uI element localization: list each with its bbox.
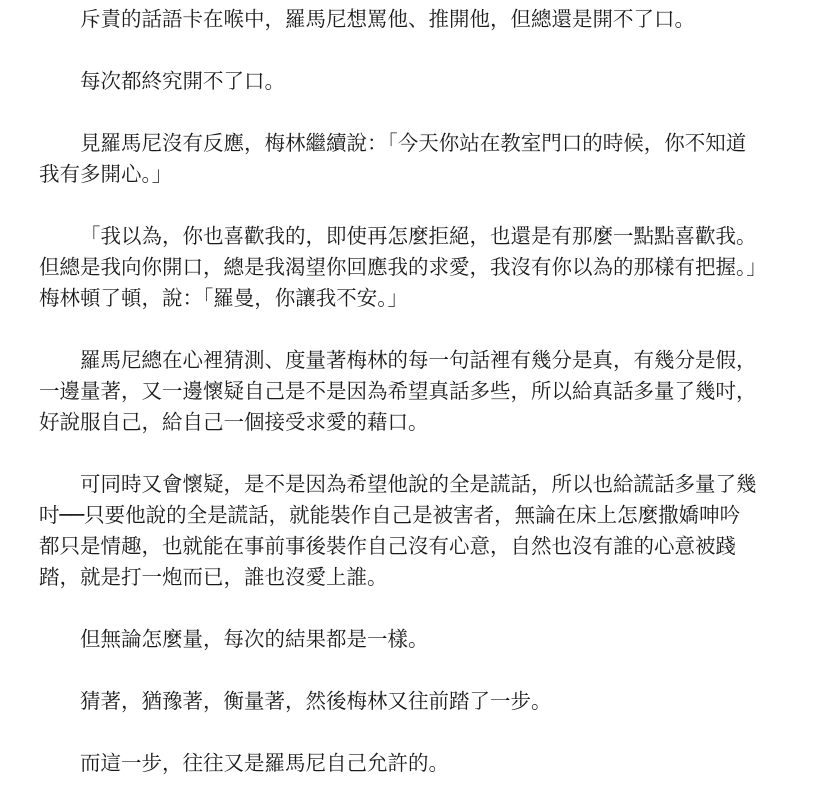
paragraph: 但無論怎麼量，每次的結果都是一樣。 (80, 627, 429, 651)
paragraph: 斥責的話語卡在喉中，羅馬尼想罵他、推開他，但總還是開不了口。 (80, 7, 695, 31)
paragraph: 而這一步，往往又是羅馬尼自己允許的。 (80, 751, 449, 775)
paragraph: 「我以為，你也喜歡我的，即使再怎麼拒絕，也還是有那麼一點點喜歡我。但總是我向你開口，總是我渴望你回應我的求愛，我沒有你以為的那樣有把握。」梅林頓了頓，說：「羅曼，你讓我不安。」 (39, 224, 757, 310)
document-body (39, 4, 759, 810)
paragraph: 羅馬尼總在心裡猜測、度量著梅林的每一句話裡有幾分是真，有幾分是假，一邊量著，又一邊懷疑自己是不是因為希望真話多些，所以給真話多量了幾吋，好說服自己，給自己一個接受求愛的藉口。 (39, 348, 757, 434)
paragraph: 每次都終究開不了口。 (80, 69, 285, 93)
paragraph: 猜著，猶豫著，衡量著，然後梅林又往前踏了一步。 (80, 689, 552, 713)
paragraph: 見羅馬尼沒有反應，梅林繼續說：「今天你站在教室門口的時候，你不知道我有多開心。」 (39, 131, 747, 186)
paragraph: 可同時又會懷疑，是不是因為希望他說的全是謊話，所以也給謊話多量了幾吋──只要他說的全是謊話，就能裝作自己是被害者，無論在床上怎麼撒嬌呻吟都只是情趣，也就能在事前事後裝作自己沒有心意，自然也沒有誰的心意被踐踏，就是打一炮而已，誰也沒愛上誰。 (39, 472, 757, 589)
